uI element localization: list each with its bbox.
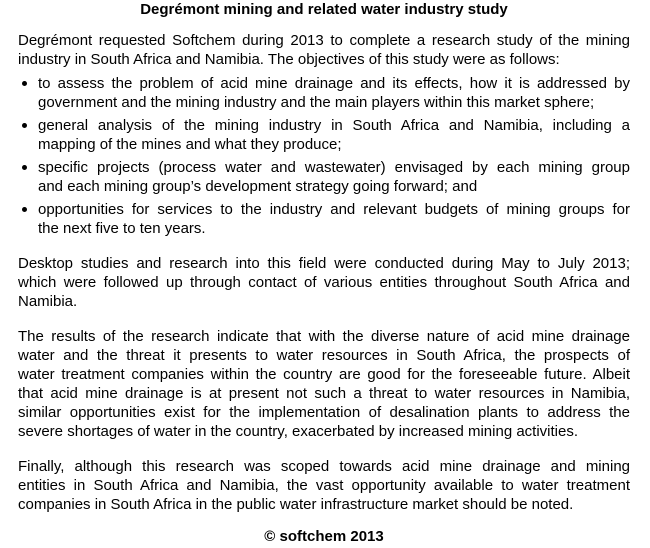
text-line: severe shortages of water in the country, exacerbated by increased mining activities. [18, 423, 579, 440]
text-line: specific projects (process water and wastewater) envisaged by each mining group [38, 159, 630, 176]
text-line: government and the mining industry and the main players within this market sphere; [38, 94, 595, 111]
text-line: to assess the problem of acid mine drainage and its effects, how it is addressed by [38, 75, 630, 92]
intro-paragraph [18, 31, 630, 69]
methodology-paragraph [18, 254, 630, 311]
list-item [18, 74, 630, 112]
list-item [18, 200, 630, 238]
list-item [18, 158, 630, 196]
results-paragraph [18, 327, 630, 441]
text-line: water and the threat it presents to water resources in South Africa, the prospects of [18, 347, 630, 364]
text-line: industry in South Africa and Namibia. The objectives of this study were as follows: [18, 51, 560, 68]
text-line: entities in South Africa and Namibia, the vast opportunity available to water treatment [18, 477, 630, 494]
text-line: Desktop studies and research into this field were conducted during May to July 2013; [18, 255, 630, 272]
bullet-icon [22, 123, 27, 128]
text-line: which were followed up through contact of various entities throughout South Africa and [18, 274, 630, 291]
text-line: companies in South Africa in the public water infrastructure market should be noted. [18, 496, 574, 513]
text-line: opportunities for services to the industry and relevant budgets of mining groups for [38, 201, 630, 218]
objectives-list [18, 74, 630, 238]
text-line: that acid mine drainage is at present not such a threat to water resources in Namibia, [18, 385, 630, 402]
text-line: Namibia. [18, 293, 78, 310]
copyright-footer: © softchem 2013 [264, 528, 384, 545]
bullet-icon [22, 165, 27, 170]
document-title: Degrémont mining and related water industry study [140, 1, 508, 18]
text-line: mapping of the mines and what they produce; [38, 136, 342, 153]
text-line: The results of the research indicate that with the diverse nature of acid mine drainage [18, 328, 630, 345]
text-line: Degrémont requested Softchem during 2013 to complete a research study of the mining [18, 32, 630, 49]
list-item [18, 116, 630, 154]
text-line: water treatment companies within the country are good for the foreseeable future. Albeit [18, 366, 630, 383]
conclusion-paragraph [18, 457, 630, 514]
text-line: the next five to ten years. [38, 220, 206, 237]
text-line: similar opportunities exist for the implementation of desalination plants to address the [18, 404, 630, 421]
bullet-icon [22, 207, 27, 212]
text-line: Finally, although this research was scoped towards acid mine drainage and mining [18, 458, 630, 475]
text-line: general analysis of the mining industry in South Africa and Namibia, including a [38, 117, 630, 134]
text-line: and each mining group’s development strategy going forward; and [38, 178, 478, 195]
bullet-icon [22, 81, 27, 86]
